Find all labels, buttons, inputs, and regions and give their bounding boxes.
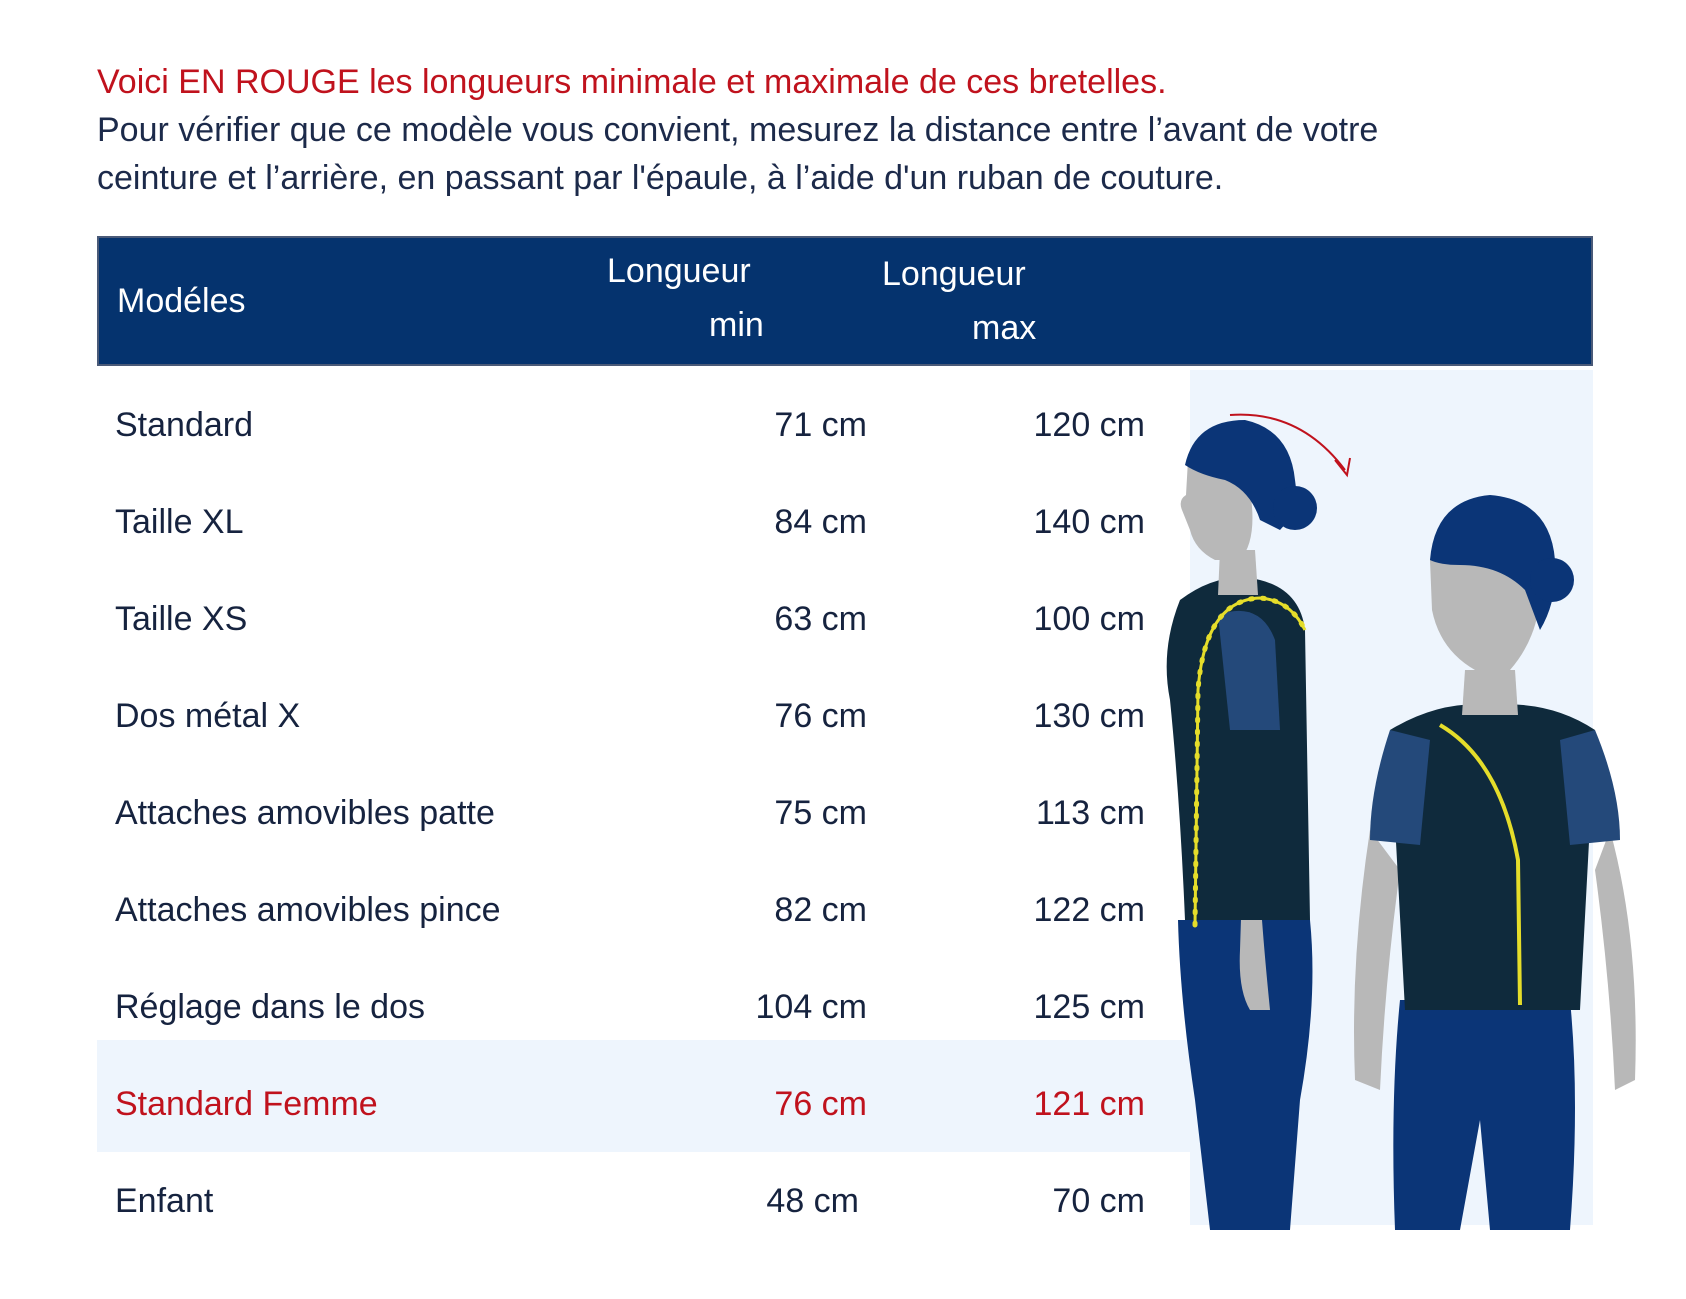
row-name: Attaches amovibles patte bbox=[115, 794, 495, 832]
row-name: Enfant bbox=[115, 1182, 214, 1220]
row-name: Attaches amovibles pince bbox=[115, 891, 501, 929]
table-row bbox=[97, 978, 1145, 1038]
table-row bbox=[97, 881, 1145, 941]
row-max: 100 cm bbox=[1033, 600, 1145, 638]
row-name: Standard bbox=[115, 406, 253, 444]
row-min: 104 cm bbox=[755, 988, 867, 1026]
table-row bbox=[97, 1172, 1145, 1232]
row-max: 122 cm bbox=[1033, 891, 1145, 929]
row-name: Standard Femme bbox=[115, 1085, 378, 1123]
header-min-line1: Longueur bbox=[607, 252, 751, 290]
header-max-line2: max bbox=[972, 309, 1037, 347]
row-min: 48 cm bbox=[766, 1182, 859, 1220]
table-row-highlighted bbox=[97, 1075, 1145, 1135]
row-name: Réglage dans le dos bbox=[115, 988, 426, 1026]
intro-line-2: Pour vérifier que ce modèle vous convient, mesurez la distance entre l’avant de votre bbox=[97, 111, 1379, 149]
woman-measuring-tape-illustration bbox=[1140, 400, 1660, 1240]
header-max-line1: Longueur bbox=[882, 255, 1026, 293]
row-max: 130 cm bbox=[1033, 697, 1145, 735]
woman-back-view bbox=[1354, 495, 1636, 1230]
row-min: 82 cm bbox=[774, 891, 867, 929]
row-max: 121 cm bbox=[1033, 1085, 1145, 1123]
table-row bbox=[97, 590, 1145, 650]
row-min: 84 cm bbox=[774, 503, 867, 541]
woman-side-view bbox=[1167, 420, 1317, 1230]
row-name: Taille XL bbox=[115, 503, 244, 541]
table-row bbox=[97, 784, 1145, 844]
row-max: 125 cm bbox=[1033, 988, 1145, 1026]
intro-line-3: ceinture et l’arrière, en passant par l'épaule, à l’aide d'un ruban de couture. bbox=[97, 159, 1224, 197]
row-max: 140 cm bbox=[1033, 503, 1145, 541]
row-max: 70 cm bbox=[1052, 1182, 1145, 1220]
row-name: Taille XS bbox=[115, 600, 248, 638]
header-models: Modéles bbox=[117, 282, 246, 320]
intro-red-line: Voici EN ROUGE les longueurs minimale et maximale de ces bretelles. bbox=[97, 63, 1167, 101]
row-max: 120 cm bbox=[1033, 406, 1145, 444]
row-min: 71 cm bbox=[774, 406, 867, 444]
intro-text bbox=[97, 58, 1597, 202]
table-row bbox=[97, 493, 1145, 553]
table-header bbox=[97, 236, 1593, 366]
table-row bbox=[97, 396, 1145, 456]
row-min: 76 cm bbox=[774, 697, 867, 735]
row-name: Dos métal X bbox=[115, 697, 301, 735]
row-max: 113 cm bbox=[1036, 794, 1145, 832]
row-min: 63 cm bbox=[774, 600, 867, 638]
row-min: 75 cm bbox=[774, 794, 867, 832]
header-min-line2: min bbox=[709, 306, 764, 344]
table-row bbox=[97, 687, 1145, 747]
row-min: 76 cm bbox=[774, 1085, 867, 1123]
